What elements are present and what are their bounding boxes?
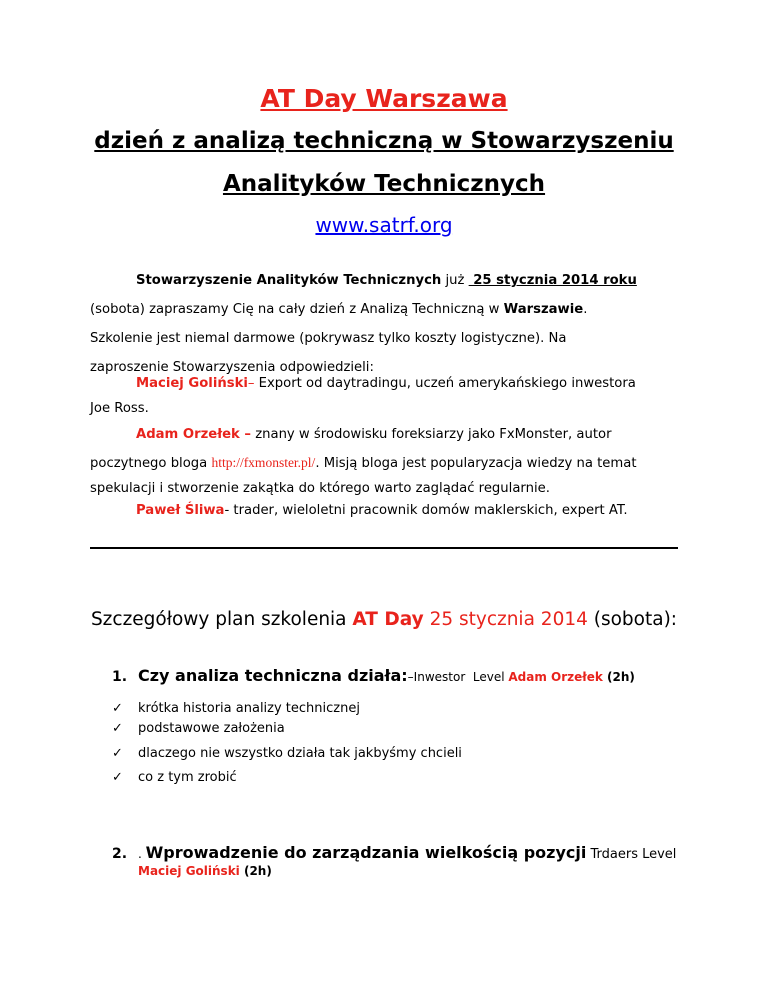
checkmark-icon: ✓ (112, 721, 123, 736)
session-2-speaker-line (138, 863, 272, 879)
session-2-number: 2. (112, 846, 128, 862)
session-1-bullet: podstawowe założenia (138, 721, 285, 736)
plan-heading-a: Szczegółowy plan szkolenia (90, 609, 353, 630)
session-1-level: –Inwestor Level (407, 670, 509, 684)
intro-line-4: zaproszenie Stowarzyszenia odpowiedzieli: (90, 360, 374, 375)
speaker-2-name: Adam Orzełek – (136, 427, 252, 442)
session-1-heading (138, 666, 635, 685)
session-1-title: Czy analiza techniczna działa: (138, 666, 408, 685)
intro-line-2 (90, 295, 690, 324)
checkmark-icon: ✓ (112, 746, 123, 761)
session-2-title: Wprowadzenie do zarządzania wielkością pozycji (145, 843, 587, 862)
speaker-1-cont: Joe Ross. (90, 401, 149, 416)
intro-line-3: Szkolenie jest niemal darmowe (pokrywasz tylko koszty logistyczne). Na (90, 331, 567, 346)
intro-text-2: (sobota) zapraszamy Cię na cały dzień z Analizą Techniczną w (90, 302, 504, 317)
plan-event-name: AT Day (352, 609, 424, 630)
session-1-bullet: co z tym zrobić (138, 770, 237, 785)
session-1-bullet: krótka historia analizy technicznej (138, 701, 360, 716)
session-1-bullet: dlaczego nie wszystko działa tak jakbyśmy chcieli (138, 746, 462, 761)
speaker-2-desc: znany w środowisku foreksiarzy jako FxMonster, autor (251, 427, 612, 442)
checkmark-icon: ✓ (112, 770, 123, 785)
checkmark-icon: ✓ (112, 701, 123, 716)
website-link[interactable]: www.satrf.org (315, 213, 453, 237)
session-2-heading (138, 843, 676, 862)
session-1-speaker: Adam Orzełek (508, 670, 603, 684)
speaker-2-text-b: . Misją bloga jest popularyzacja wiedzy na temat (315, 456, 637, 471)
speaker-1-name: Maciej Goliński (136, 376, 248, 391)
speaker-3-name: Paweł Śliwa (136, 503, 225, 518)
speaker-2 (90, 420, 736, 449)
plan-date: 25 stycznia 2014 (423, 609, 588, 630)
intro-period: . (583, 302, 588, 317)
page-title: AT Day Warszawa (260, 84, 508, 113)
session-1-duration: (2h) (602, 670, 635, 684)
intro-line-1 (90, 266, 736, 295)
org-name: Stowarzyszenie Analityków Technicznych (136, 273, 442, 288)
session-2-level: Trdaers Level (586, 847, 677, 862)
subtitle-line-2: Analityków Technicznych (222, 171, 546, 197)
horizontal-rule (90, 547, 678, 549)
speaker-1-dash: – (247, 376, 259, 391)
session-2-speaker: Maciej Goliński (138, 864, 240, 878)
speaker-2-cont-2: spekulacji i stworzenie zakątka do którego warto zaglądać regularnie. (90, 481, 550, 496)
speaker-1-desc: Export od daytradingu, uczeń amerykańskiego inwestora (258, 376, 636, 391)
speaker-2-text-a: poczytnego bloga (90, 456, 212, 471)
plan-day: (sobota): (587, 609, 678, 630)
subtitle-line-1: dzień z analizą techniczną w Stowarzyszeniu (94, 128, 674, 154)
blog-link[interactable]: http://fxmonster.pl/ (211, 455, 316, 470)
speaker-3-desc: - trader, wieloletni pracownik domów maklerskich, expert AT. (224, 503, 628, 518)
speaker-3 (90, 496, 736, 525)
plan-heading (0, 609, 768, 630)
session-1-number: 1. (112, 669, 128, 685)
city-name: Warszawie (503, 302, 584, 317)
juz-text: już (441, 273, 469, 288)
session-2-duration: (2h) (239, 864, 272, 878)
session-2-dot: . (138, 847, 146, 861)
event-date: 25 stycznia 2014 roku (468, 273, 637, 288)
